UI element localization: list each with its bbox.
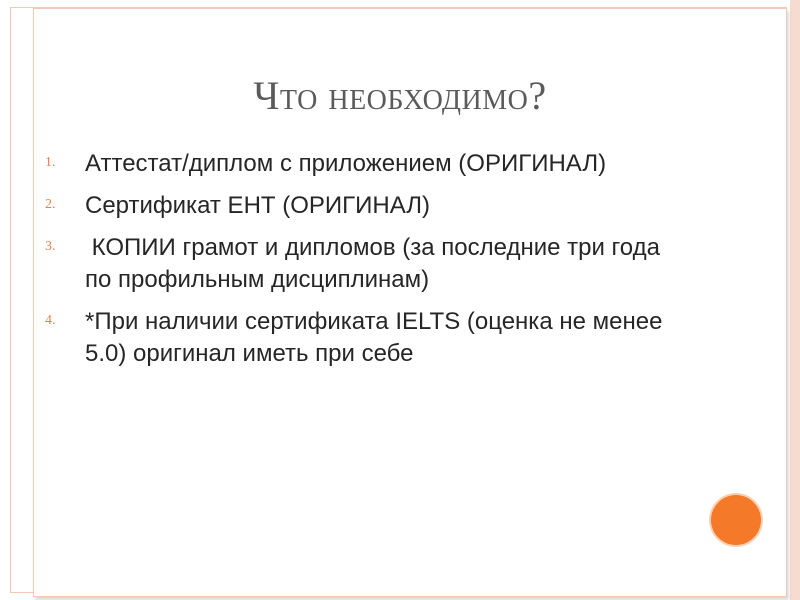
list-item-text: *При наличии сертификата IELTS (оценка не менее 5.0) оригинал иметь при себе — [85, 308, 663, 367]
list-item-number: 1. — [45, 155, 56, 170]
list-item-text: КОПИИ грамот и дипломов (за последние три года по профильным дисциплинам) — [85, 234, 667, 293]
decorative-circle — [711, 495, 761, 545]
requirements-list — [45, 148, 685, 380]
slide-title: Что необходимо? — [253, 73, 547, 118]
list-item — [45, 306, 685, 370]
list-item — [45, 148, 685, 180]
list-item — [45, 232, 685, 296]
list-item-text: Сертификат ЕНТ (ОРИГИНАЛ) — [85, 192, 430, 219]
list-item — [45, 190, 685, 222]
list-item-number: 3. — [45, 239, 56, 254]
list-item-number: 4. — [45, 313, 56, 328]
list-item-number: 2. — [45, 197, 56, 212]
list-item-text: Аттестат/диплом с приложением (ОРИГИНАЛ) — [85, 150, 607, 177]
